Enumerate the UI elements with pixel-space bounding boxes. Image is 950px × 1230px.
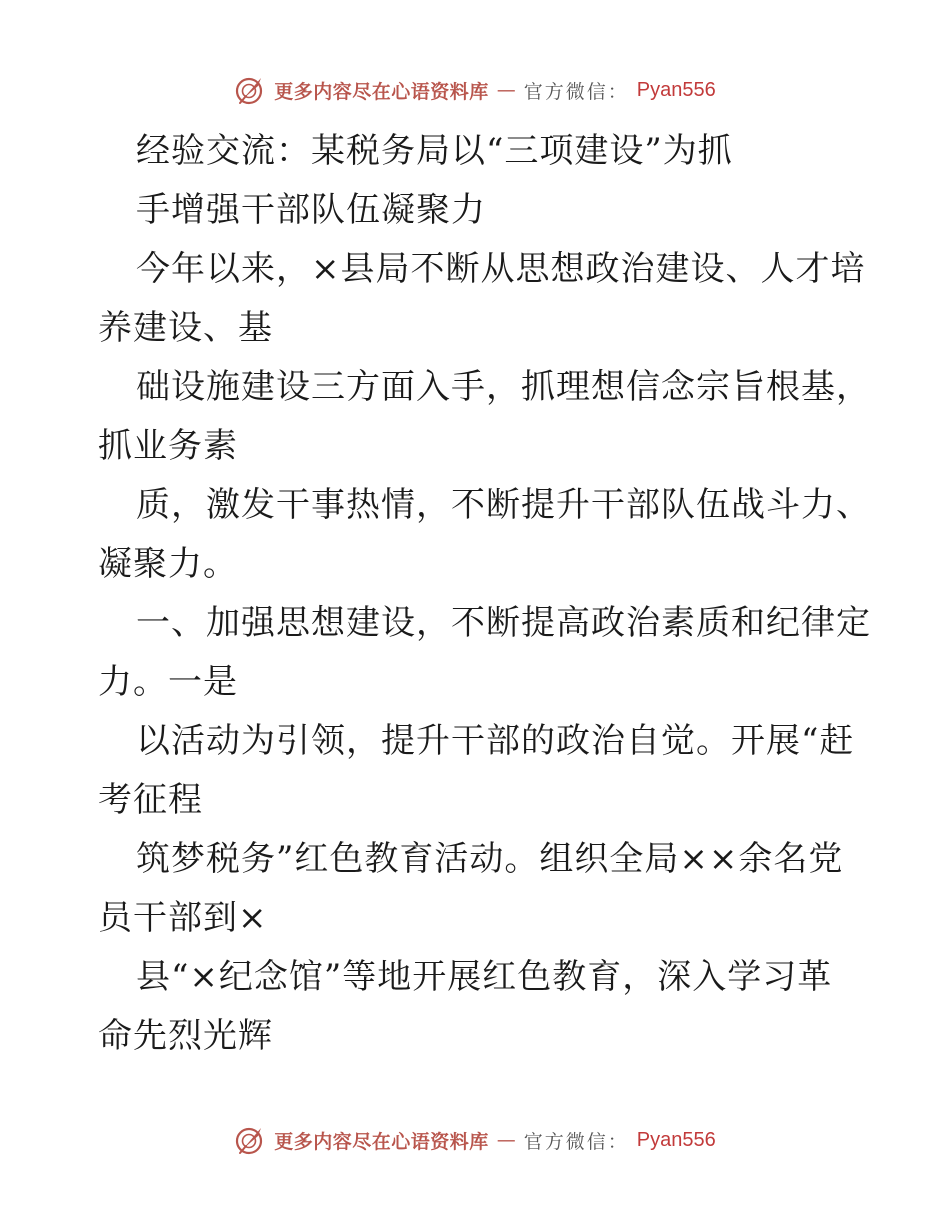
footer-banner — [0, 1122, 950, 1158]
banner-dash: — — [496, 79, 516, 101]
text-line: 手增强干部队伍凝聚力 — [136, 190, 486, 230]
document-body — [98, 122, 871, 1066]
text-line: 质，激发干事热情，不断提升干部队伍战斗力、 — [136, 485, 871, 525]
text-line: 础设施建设三方面入手，抓理想信念宗旨根基， — [136, 367, 871, 407]
banner-wechat-id: Pyan556 — [636, 1128, 716, 1151]
banner-wechat-label: 官方微信： — [523, 80, 629, 103]
banner-dash: — — [496, 1129, 516, 1151]
text-line: 力。一是 — [98, 662, 238, 702]
text-line: 考征程 — [98, 780, 203, 820]
text-line: 经验交流：某税务局以“三项建设”为抓 — [136, 131, 733, 171]
text-line: 抓业务素 — [98, 426, 238, 466]
banner-main-text: 更多内容尽在心语资料库 — [274, 80, 489, 103]
text-line: 县“×纪念馆”等地开展红色教育，深入学习革 — [136, 957, 833, 997]
text-line: 员干部到× — [98, 898, 268, 938]
banner-wechat-label: 官方微信： — [523, 1130, 629, 1153]
text-line: 一、加强思想建设，不断提高政治素质和纪律定 — [136, 603, 871, 643]
text-line: 凝聚力。 — [98, 544, 238, 584]
text-line: 命先烈光辉 — [98, 1016, 273, 1056]
quill-seal-icon — [234, 74, 266, 106]
text-line: 养建设、基 — [98, 308, 273, 348]
quill-seal-icon — [234, 1124, 266, 1156]
text-line: 筑梦税务”红色教育活动。组织全局××余名党 — [136, 839, 844, 879]
text-line: 以活动为引领，提升干部的政治自觉。开展“赶 — [136, 721, 855, 761]
banner-wechat-id: Pyan556 — [636, 78, 716, 101]
banner-main-text: 更多内容尽在心语资料库 — [274, 1130, 489, 1153]
text-line: 今年以来，×县局不断从思想政治建设、人才培 — [136, 249, 866, 289]
header-banner — [0, 72, 950, 108]
